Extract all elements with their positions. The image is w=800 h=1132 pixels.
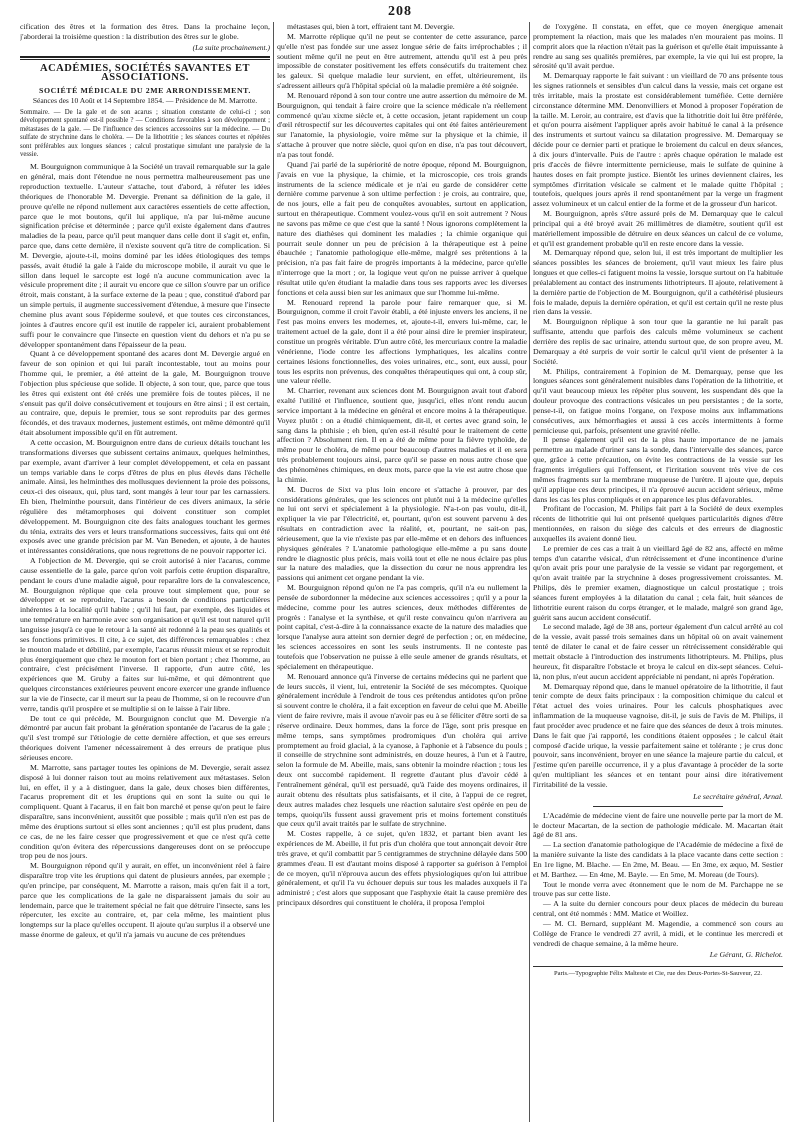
gerant-signature: Le Gérant, G. Richelot. xyxy=(709,950,783,960)
paragraph: Le second malade, âgé de 38 ans, porteur également d'un calcul arrêté au col de la vessie, avait passé trois semaines dans un hôpital où on avait vainement tenté de dilater le canal et de faire cesser un rétrécissement considérable qui mettait obstacle à l'introduction des instruments lithotripteurs. M. Philips, plus heureux, fit disparaître l'obstacle et broya le calcul en dix-sept séances. Celui-là, non plus, n'eut aucun accident appréciable ni pendant, ni après l'opération. xyxy=(533,622,783,681)
paragraph: M. Bourguignon répond qu'il y aurait, en effet, un inconvénient réel à faire disparaître trop vite les éruptions qui datent de plusieurs années, par exemple ; qu'en principe, par conséquent, M. Marrotte a raison, mais qu'en fait il a tort, parce que les complications de la gale ne disparaissent jamais du soir au lendemain, parce que le traitement spécial ne fait que détruire l'insecte, sans les répercuter, les excite au contraire, et, par cela même, les maintient plus longtemps sur la place qu'elles occupent. Il ajoute qu'au surplus il a observé une masse énorme de galeux, et qu'il n'a jamais vu aucune de ces prétendues xyxy=(20,861,270,940)
summary: Sommaire. — De la gale et de son acarus ; situation constante de celui-ci ; son développement spontané est-il possible ? — Conditions favorables à son développement ; métastases de la gale. — De l'influence des sciences accessoires sur la médecine. — Du sulfate de strychnine dans le choléra. — De la lithotritie ; les séances courtes et répétées sont préférables aux longues séances ; calcul prostatique simulant une paralysie de la vessie. xyxy=(20,108,270,158)
paragraph: M. Renouard répond à son tour contre une autre assertion du mémoire de M. Bourguignon, qui tendait à faire croire que la science médicale n'a réellement commencé qu'au xixme siècle et, à cette occasion, jetant rapidement un coup d'œil rétrospectif sur les découvertes capitales qui ont été faites antérieurement sur l'anatomie, la physiologie, voire même sur la physique et la chimie, il s'attache à prouver que notre siècle, quoi qu'on en dise, n'a pas tout découvert, n'a pas tout fondé. xyxy=(277,90,527,159)
paragraph: De tout ce qui précède, M. Bourguignon conclut que M. Devergie n'a démontré par aucun fait probant la génération spontanée de l'acarus de la gale ; qu'il s'est trompé sur l'étiologie de cette dernière affection, et que ses erreurs théoriques doivent l'amener nécessairement à des erreurs de pratique plus sérieuses encore. xyxy=(20,713,270,762)
section-rule xyxy=(20,59,270,60)
column-left-body xyxy=(20,162,270,940)
paragraph: M. Bourguignon, après s'être assuré près de M. Demarquay que le calcul principal qui a été broyé avait 26 millimètres de diamètre, soutient qu'il est matériellement impossible de détruire en deux séances un calcul de ce volume, et qu'il est grandement probable qu'il en reste encore dans la vessie. xyxy=(533,209,783,248)
paragraph: Il pense également qu'il est de la plus haute importance de ne jamais permettre au malade d'uriner sans la sonde, dans l'intervalle des séances, parce que, grâce à cette précaution, on évite les contractions de la vessie sur les fragments irréguliers qui l'offensent, et l'irritation souvent très vive de ces mêmes fragments sur la membrane muqueuse de l'urètre. Il ajoute que, depuis qu'il applique ces deux principes, il n'a éprouvé aucun accident sérieux, même dans les cas les plus compliqués et en apparence les plus défavorables. xyxy=(533,435,783,504)
paragraph: métastases qui, bien à tort, effraient tant M. Devergie. xyxy=(287,22,455,31)
paragraph: — M. Cl. Bernard, suppléant M. Magendie, a commencé son cours au Collège de France le vendredi 27 avril, à midi, et le continue les mercredi et vendredi de chaque semaine, à la même heure. xyxy=(533,918,783,948)
secretary-signature: Le secrétaire général, Arnal. xyxy=(693,791,783,801)
society-heading: SOCIÉTÉ MÉDICALE DU 2ME ARRONDISSEMENT. xyxy=(39,86,251,96)
section-title: ACADÉMIES, SOCIÉTÉS SAVANTES ET ASSOCIATIONS. xyxy=(39,62,251,84)
continuation-note: (La suite prochainement.) xyxy=(192,42,270,52)
paragraph: M. Bourguignon réplique à son tour que la garantie ne lui paraît pas suffisante, attendu que parfois des calculs même volumineux se cachent derrière des replis de sac urinaire, attendu surtout que, de son propre aveu, M. Demarquay a été surpris de voir sortir le calcul qu'il vient de présenter à la Société. xyxy=(533,317,783,366)
paragraph: de l'oxygène. Il constata, en effet, que ce moyen énergique amenait promptement la réaction, mais que les malades n'en mouraient pas moins. Il comprit alors que la réaction n'était pas la guérison et qu'elle était impuissante à rendre au sang ses qualités premières, par exemple, la vie qui lui est propre, la sérosité qu'il avait perdue. xyxy=(533,22,783,71)
footer-rule xyxy=(533,966,783,967)
paragraph: — La section d'anatomie pathologique de l'Académie de médecine a fixé de la manière suivante la liste des candidats à la place vacante dans cette section : En 1re ligne, M. Blache. — En 2me, M. Beau. — En 3me, ex æquo, M. Sestier et M. Barthez. — En 4me, M. Bayle. — En 5me, M. Moreau (de Tours). xyxy=(533,840,783,879)
paragraph: M. Renouard reprend la parole pour faire remarquer que, si M. Bourguignon, comme il croit l'avoir établi, a été injuste envers les anciens, il ne l'est pas moins envers les modernes, et, ajoute-t-il, envers lui-même, car, le traitement actuel de la gale, dont il a été pour ainsi dire le premier inspirateur, constitue un progrès véritable. D'un autre côté, les mercuriaux contre la maladie vénérienne, l'iode contre les affections lymphatiques, les alcalins contre certaines lésions fonctionnelles, des voies urinaires, etc., sont, eux aussi, pour tous les esprits non prévenus, des conquêtes thérapeutiques qui ont, à coup sûr, une valeur réelle. xyxy=(277,297,527,386)
column-left xyxy=(20,22,270,1122)
column-divider xyxy=(273,22,274,1122)
column-middle xyxy=(277,22,527,1122)
paragraph: Tout le monde verra avec étonnement que le nom de M. Parchappe ne se trouve pas sur cette liste. xyxy=(533,879,783,899)
page-number: 208 xyxy=(388,4,412,19)
paragraph: A cette occasion, M. Bourguignon entre dans de curieux détails touchant les transformations diverses que subissent certains animaux, quelques helminthes, par exemple, avant d'arriver à leur complet développement, et cela en passant un temps variable dans le corps d'êtres de plus en plus élevés dans l'échelle animale. Ainsi, les helminthes des mollusques deviennent la proie des poissons, ceux-ci des oiseaux, qui, plus tard, sont mangés à leur tour par les carnassiers. Eh bien, l'helminthe poursuit, dans l'intérieur de ces divers animaux, la série régulière des métamorphoses qui doivent constituer son complet développement. M. Bourguignon cite des faits analogues touchant les germes du ténia, extraits des vers et leurs transformations successives, faits qui ont été exposés avec une grande précision par M. Van Beneden, et ajoute, à de hautes et intéressantes considérations, que nous regrettons de ne pouvoir rapporter ici. xyxy=(20,437,270,556)
paragraph: M. Ducros de Sixt va plus loin encore et s'attache à prouver, par des considérations générales, que les sciences ont plutôt nui à la médecine qu'elles ne lui ont servi et spécialement à la physiologie. N'a-t-on pas voulu, dit-il, expliquer la vie par l'électricité, et, pourtant, qu'on est souvent parvenu à des résultats en contradiction avec la réalité, et, pourtant, ne sait-on pas, sérieusement, que la vie n'existe pas par elle-même et en dehors des influences physiques générales ? L'anatomie pathologique elle-même a pu sans doute rendre le diagnostic plus précis, mais voilà tout et elle ne nous éclaire pas plus sur la nature des maladies, que la dissection du cœur ne nous apprendra les passions qui animent cet organe pendant la vie. xyxy=(277,484,527,583)
paragraph: L'Académie de médecine vient de faire une nouvelle perte par la mort de M. le docteur Macartan, de la section de pathologie médicale. M. Macartan était âgé de 81 ans. xyxy=(533,810,783,840)
divider xyxy=(593,806,723,807)
session-dates: Séances des 10 Août et 14 Septembre 1854. — Présidence de M. Marrotte. xyxy=(32,96,258,106)
paragraph: M. Bourguignon répond qu'on ne l'a pas compris, qu'il n'a eu nullement la pensée de subordonner la médecine aux sciences accessoires ; qu'il y a pour la médecine, comme pour les autres sciences, deux méthodes différentes de progrès : l'analyse et la synthèse, et qu'il reste convaincu qu'on n'arrivera au point capital, c'est-à-dire à la connaissance exacte de la nature des maladies que lorsque l'analyse aura atteint son dernier degré de perfection ; or, en médecine, les sciences accessoires en sont les seuls instruments. Il ne conteste pas toutefois que l'observation ne puisse à elle seule amener de grands résultats, et spécialement en thérapeutique. xyxy=(277,583,527,671)
paragraph: M. Marrotte, sans partager toutes les opinions de M. Devergie, serait assez disposé à lui donner raison tout au moins relativement aux métastases. Selon lui, en effet, il y a à distinguer, dans la gale, deux choses bien différentes, l'acarus proprement dit et les éruptions qui en sont la suite ou qui le compliquent. Quant à l'acarus, il en fait bon marché et pense qu'on peut le faire disparaître, sans inconvénient, aussitôt que possible ; mais qu'il n'en est pas de même des éruptions surtout si elles sont anciennes ; qu'il est plus prudent, dans ce cas, de ne les faire cesser que progressivement et que ce n'est qu'à cette condition qu'on évitera des répercussions dangereuses dont on se préoccupe trop peu de nos jours. xyxy=(20,762,270,861)
column-right-body xyxy=(533,22,783,790)
paragraph: A l'objection de M. Devergie, qui se croit autorisé à nier l'acarus, comme cause essentielle de la gale, parce qu'on voit parfois cette éruption disparaître, pendant le cours d'une maladie aiguë, pour reparaître lors de la convalescence, M. Bourguignon réplique que cela prouve tout simplement que, pour se développer et se reproduire, l'acarus a besoin de conditions particulières inhérentes à la localité qu'il habite ; qu'il lui faut, par exemple, des liquides et une température en harmonie avec son organisation et qu'il est tout naturel qu'il languisse jusqu'à ce que le retour à la santé ait redonné à la peau ses qualités et ses fonctions primitives. Il cite, à ce sujet, des différences remarquables : chez le mouton malade et débilité, par exemple, l'acarus réussit mieux et se reproduit plus énergiquement que chez le mouton fort et bien portant ; chez l'homme, au contraire, c'est précisément l'inverse. Il rapporte, d'un autre côté, les expériences que M. Gruby a faites sur lui-même, et qui démontrent que quelques circonstances extérieures peuvent encore exercer une grande influence sur la vie de l'insecte, car il meurt sur la peau de l'homme, si on le recouvre d'un verre, tandis qu'il prospère et se multiplie si on le laisse à l'air libre. xyxy=(20,556,270,713)
previous-article-continuation: cification des êtres et la formation des êtres. Dans la prochaine leçon, j'aborderai la troisième question : la distribution des êtres sur le globe. xyxy=(20,22,270,41)
paragraph: M. Charrier, revenant aux sciences dont M. Bourguignon avait tout d'abord exalté l'utilité et l'influence, soutient que, jusqu'ici, elles n'ont rendu aucun service important à la médecine en général et encore moins à la thérapeutique. Voyez plutôt : on a étudié chimiquement, dit-il, et certes avec grand soin, le sang dans la phthisie ; eh bien, qu'en est-il résulté pour le traitement de cette affection ? Absolument rien. Il en a été de même pour la fièvre typhoïde, de même pour le choléra, de même pour beaucoup d'autres maladies et il en sera très probablement toujours ainsi, parce qu'il se passe en nous autre chose que des phénomènes chimiques, en deux mots, parce que la vie est autre chose que la chimie. xyxy=(277,386,527,484)
column-middle-body xyxy=(277,22,527,908)
paragraph: Le premier de ces cas a trait à un vieillard âgé de 82 ans, affecté en même temps d'un catarrhe vésical, d'un rétrécissement et d'une incontinence d'urine qu'on avait pris pour une paralysie de la vessie se vidant par regorgement, et qu'on avait traitée par la strychnine à doses progressivement croissantes. M. Philips, dès le premier examen, diagnostique un calcul prostatique ; trois séances furent employées à la dilatation du canal ; cela fait, huit séances de lithotritie eurent raison du corps étranger, et le malade, malgré son grand âge, guérit sans aucun accident consécutif. xyxy=(533,543,783,622)
paragraph: Quand j'ai parlé de la supériorité de notre époque, répond M. Bourguignon, j'avais en vue la physique, la chimie, et la microscopie, ces trois grands instruments de la science médicale et je n'ai eu garde de considérer cette dernière comme parvenue à son ultime perfection : je crois, au contraire, que, de nos jours, elle a fait peu de conquêtes avouables, surtout en application, surtout en thérapeutique. Comment voulez-vous qu'il en soit autrement ? Nous ne savons pas même ce que c'est que la santé ! Nous ignorons complètement la nature des diathèses qui dominent les maladies ; la chimie organique qui pourrait seule donner un peu de précision à la thérapeutique est à peine ébauchée ; l'anatomie pathologique elle-même, malgré ses prétentions à la précision, n'a pas fait faire de progrès importants à la médecine, parce qu'elle n'interroge que la mort ; or, la logique veut qu'on ne puisse arriver à quelque résultat utile qu'en étudiant la maladie dans tous ses rapports avec les diverses fonctions et cela aussi bien sur les animaux que sur l'homme lui-même. xyxy=(277,159,527,297)
column-divider xyxy=(529,22,530,1122)
paragraph: M. Costes rappelle, à ce sujet, qu'en 1832, et partant bien avant les expériences de M. Abeille, il fut pris d'un choléra que tout annonçait devoir être très grave, et qu'il combattit par 5 centigrammes de strychnine délayée dans 500 grammes d'eau. Il est d'autant moins disposé à rapporter sa guérison à l'emploi de ce moyen, qu'il n'éprouva aucun des effets physiologiques qu'on lui attribue généralement, et qu'il l'a vu échouer depuis sur tous les malades auxquels il l'a administré ; c'est alors que supposant que l'asphyxie était la cause première des principaux désordres qui constituent le choléra, il proposa l'emploi xyxy=(277,829,527,908)
paragraph: M. Marrotte réplique qu'il ne peut se contenter de cette assurance, parce qu'elle n'est pas fondée sur une assez longue série de faits irréprochables ; il soutient même qu'il ne peut en être autrement, attendu qu'il est à peu près impossible de constater positivement les effets consécutifs du traitement chez les galeux. Si quelque maladie leur survient, en effet, ultérieurement, ils s'adressent ailleurs qu'à l'hôpital spécial où la maladie première a été soignée. xyxy=(277,31,527,91)
paragraph: M. Bourguignon communique à la Société un travail remarquable sur la gale en général, mais dont l'étendue ne nous permettra malheureusement pas une reproduction textuelle. L'auteur s'attache, tout d'abord, à réfuter les idées théoriques de l'honorable M. Devergie. Prenant sa définition de la gale, il prouve qu'elle ne répond nullement aux caractères essentiels de cette affection, parce que le mot boutons, qu'il lui applique, n'a par lui-même aucune signification précise et déterminée ; parce qu'il existe également dans d'autres maladies de la peau, parce qu'il peut manquer dans celle dont il s'agit et, enfin, parce que, dans cette dernière, il n'existe souvent qu'à titre de complication. Si M. Devergie, ajoute-t-il, moins dominé par les idées étiologiques des temps passés, avait étudié la gale à l'aide du microscope mobile, il aurait vu que le sillon dans lequel le sarcopte est logé n'a aucune communication avec la vésicule proprement dite ; il aurait vu encore que ce sillon s'ouvre par un orifice étroit, mais constant, à la surface externe de la peau ; que, constitué d'abord par un simple pertuis, il augmente successivement d'étendue, à mesure que l'insecte chemine plus avant sous l'épiderme soulevé, et que toutes ces circonstances, jointes à d'autres encore qu'il est inutile de rappeler ici, auraient probablement suffi pour le convaincre que l'insecte en question vient du dehors et n'a pu se développer spontanément dans l'épaisseur de la peau. xyxy=(20,162,270,349)
paragraph: Quant à ce développement spontané des acares dont M. Devergie argué en faveur de son opinion et qui lui paraît incontestable, tout au moins pour l'homme qui, le premier, a été atteint de la gale, M. Bourguignon trouve l'objection plus spécieuse que solide. Il objecte, à son tour, que, parce que tous les êtres qui existent ont été créés une première fois de toutes pièces, il ne s'ensuit pas qu'il doive consécutivement et toujours en être ainsi ; il est certain, au contraire, que, depuis le premier, tous se sont reproduits par des germes fécondés, et des travaux modernes, justement estimés, ont même démontré qu'il était absolument impossible qu'il en fût autrement. xyxy=(20,349,270,438)
section-rule xyxy=(20,56,270,58)
printer-imprint: Paris.—Typographie Félix Malteste et Cie, rue des Deux-Portes-St-Sauveur, 22. xyxy=(554,970,762,978)
paragraph: — A la suite du dernier concours pour deux places de médecin du bureau central, ont été nommés : MM. Matice et Woillez. xyxy=(533,899,783,919)
paragraph: M. Renouard annonce qu'à l'inverse de certains médecins qui ne parlent que de leurs succès, il vient, lui, entretenir la Société de ses mécomptes. Quoique généralement incrédule à l'endroit de tous ces prétendus antidotes qu'on prône si souvent contre le choléra, il a fait exception en faveur de celui que M. Abeille vient de faire revivre, mais il avoue n'avoir pas eu à se féliciter d'être sorti de sa réserve ordinaire. Deux hommes, dans la force de l'âge, sont pris presque en même temps, sans symptômes prodromiques d'un choléra qui arrive promptement au froid glacial, à la cyanose, à l'aphonie et à l'absence du pouls ; il conseille de strychnine sont administrés, en douze heures, à l'un et à l'autre, selon la formule de M. Abeille, mais, sans obtenir la moindre réaction ; tous les deux ont succombé rapidement. Il regrette d'autant plus d'avoir cédé à l'entraînement général, qu'il est persuadé, qu'à l'aide des moyens ordinaires, il aurait obtenu des résultats plus satisfaisants, et il cite, à l'appui de ce regret, deux autres malades chez lesquels une réaction salutaire s'est opérée en peu de temps, quoiqu'ils fussent aussi gravement pris et moins fortement constitués que ceux qu'il avait traités par le sulfate de strychnine. xyxy=(277,671,527,829)
paragraph: M. Demarquay rapporte le fait suivant : un vieillard de 70 ans présente tous les signes rationnels et sensibles d'un calcul dans la vessie, mais cet organe est très irritable, mais la prostate est considérablement tuméfiée. Cette dernière circonstance détermine MM. Denonvilliers et Monod à proposer l'opération de la taille. M. Leroir, au contraire, est d'avis que la lithotritie doit lui être préférée, et qu'on pourra aisément l'appliquer après avoir habitué le canal à la présence des instruments et surtout vaincu sa dilatation progressive. M. Demarquay se décide pour ce dernier parti et pratique le broiement du calcul en deux séances, à dix jours d'intervalle. Puis de l'autre : après chaque opération le malade est pris d'accès de fièvre intermittente pernicieuse, mais le sulfate de quinine à hautes doses en fait prompte justice. Bientôt les urines deviennent claires, les symptômes d'irritation vésicale se calment et le malade quitte l'hôpital ; toutefois, quelques jours après il rend spontanément par la verge un fragment assez volumineux et un calcul entier de la forme et de la grosseur d'un haricot. xyxy=(533,71,783,209)
paragraph: M. Philips, contrairement à l'opinion de M. Demarquay, pense que les longues séances sont généralement nuisibles dans l'opération de la lithotritie, et qu'il vaut beaucoup mieux les répéter plus souvent, les suspendant dès que la douleur provoque des contractions vésicales un peu persistantes ; de la sorte, pense-t-il, on fatigue moins l'organe, on l'expose moins aux inflammations consécutives, aux hémorrhagies et aussi à ces accès intermittents à forme pernicieuse qui, parfois, présentent une gravité réelle. xyxy=(533,366,783,435)
paragraph: Profitant de l'occasion, M. Philips fait part à la Société de deux exemples récents de lithotritie qui lui ont présenté quelques particularités dignes d'être mentionnées, en raison du siège des calculs et des erreurs de diagnostic auxquelles ils avaient donné lieu. xyxy=(533,504,783,543)
paragraph: M. Demarquay répond que, selon lui, il est très important de multiplier les séances possibles les séances de broiement, qu'il vaut mieux les faire plus longues et que celles-ci fatiguent moins la vessie, lorsque surtout on l'a habituée préalablement au contact des instruments lithotripteurs. Il ajoute, relativement à la dernière partie de l'objection de M. Bourguignon, qu'il a cathétérisé plusieurs fois le malade, depuis la dernière opération, et qu'il est certain qu'il ne reste plus rien dans la vessie. xyxy=(533,248,783,317)
column-right xyxy=(533,22,783,1122)
paragraph: M. Demarquay répond que, dans le manuel opératoire de la lithotritie, il faut tenir compte de deux faits principaux : la composition chimique du calcul et l'état actuel des voies urinaires. Pour les calculs phosphatiques avec inflammation de la muqueuse vagnoise, dit-il, je suis de l'avis de M. Philips, il faut procéder avec prudence et ne faire que des séances de deux à trois minutes. Dans le fait que j'ai rapporté, les conditions étaient opposées ; le calcul était composé d'acide urique, la vessie parfaitement saine et tolérante ; je crus donc pouvoir, sans inconvénient, broyer en une séance la majeure partie du calcul, et j'estime qu'en pareille occurrence, il y a plus d'avantage à procéder de la sorte qu'en multipliant les séances et en tentant pour ainsi dire itérativement l'irritabilité de la vessie. xyxy=(533,681,783,789)
news-notices xyxy=(533,811,783,949)
